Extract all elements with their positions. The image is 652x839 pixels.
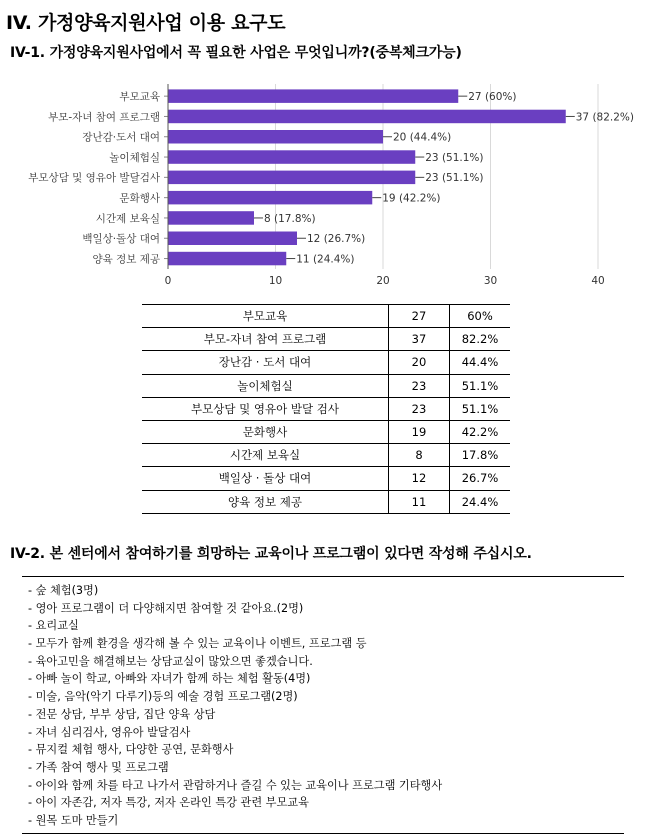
table-cell-count: 37: [389, 328, 450, 351]
bar-chart: [0, 0, 652, 300]
bar: [168, 252, 286, 265]
table-cell-label: 백일상 · 돌상 대여: [142, 467, 389, 490]
table-row: [142, 397, 510, 420]
list-item: - 원목 도마 만들기: [28, 813, 119, 827]
table-cell-pct: 51.1%: [450, 397, 511, 420]
question-1-title: IV-1. 가정양육지원사업에서 꼭 필요한 사업은 무엇입니까?(중복체크가능): [10, 45, 462, 61]
list-item: - 영아 프로그램이 더 다양해지면 참여할 것 같아요.(2명): [28, 601, 304, 615]
list-item: - 아빠 놀이 학교, 아빠와 자녀가 함께 하는 체험 활동(4명): [28, 672, 311, 686]
category-label: 장난감·도서 대여: [82, 131, 160, 144]
table-cell-label: 장난감 · 도서 대여: [142, 351, 389, 374]
table-row: [142, 467, 510, 490]
list-item: - 가족 참여 행사 및 프로그램: [28, 760, 169, 774]
x-tick-label: 30: [483, 275, 498, 287]
table-cell-count: 19: [389, 420, 450, 443]
table-cell-count: 12: [389, 467, 450, 490]
list-item: - 숲 체험(3명): [28, 584, 99, 597]
bar: [168, 171, 415, 185]
bar: [168, 232, 297, 246]
list-item: - 뮤지컬 체험 행사, 다양한 공연, 문화행사: [28, 743, 234, 757]
response-list: [22, 576, 624, 834]
list-item: - 자녀 심리검사, 영유아 발달검사: [28, 725, 191, 739]
data-label: 19 (42.2%): [382, 192, 441, 205]
x-tick-label: 10: [268, 275, 283, 287]
list-item: - 전문 상담, 부부 상담, 집단 양육 상담: [28, 707, 216, 721]
data-label: 27 (60%): [468, 90, 517, 103]
bar: [168, 110, 566, 124]
bar: [168, 211, 254, 225]
data-label: 11 (24.4%): [296, 253, 355, 266]
table-cell-pct: 51.1%: [450, 374, 511, 397]
category-label: 부모상담 및 영유아 발달검사: [28, 172, 160, 185]
table-cell-label: 문화행사: [142, 420, 389, 443]
category-label: 시간제 보육실: [95, 212, 160, 225]
category-label: 부모교육: [119, 90, 160, 103]
category-label: 문화행사: [119, 192, 160, 205]
category-label: 양육 정보 제공: [92, 253, 160, 266]
data-label: 23 (51.1%): [425, 151, 484, 164]
question-2-title: IV-2. 본 센터에서 참여하기를 희망하는 교육이나 프로그램이 있다면 작성해 주십시오.: [10, 546, 532, 562]
results-table: [142, 304, 510, 514]
list-item: - 아이 자존감, 저자 특강, 저자 온라인 특강 관련 부모교육: [28, 796, 309, 810]
data-label: 8 (17.8%): [264, 212, 316, 225]
data-label: 37 (82.2%): [575, 111, 634, 124]
table-cell-pct: 44.4%: [450, 351, 511, 374]
table-cell-count: 27: [389, 305, 450, 328]
table-cell-label: 시간제 보육실: [142, 444, 389, 467]
table-row: [142, 305, 510, 328]
category-label: 백일상·돌상 대여: [82, 233, 160, 246]
x-tick-label: 0: [164, 275, 172, 287]
table-cell-count: 23: [389, 374, 450, 397]
table-cell-pct: 82.2%: [450, 328, 511, 351]
bar: [168, 130, 383, 144]
table-cell-count: 23: [389, 397, 450, 420]
table-cell-count: 20: [389, 351, 450, 374]
table-row: [142, 374, 510, 397]
data-label: 20 (44.4%): [393, 131, 452, 144]
table-cell-label: 양육 정보 제공: [142, 490, 389, 513]
table-cell-pct: 26.7%: [450, 467, 511, 490]
bar: [168, 89, 458, 103]
data-label: 12 (26.7%): [307, 233, 366, 246]
list-item: - 아이와 함께 차를 타고 나가서 관람하거나 즐길 수 있는 교육이나 프로그램 기타행사: [28, 778, 443, 792]
x-tick-label: 20: [376, 275, 390, 287]
table-cell-pct: 42.2%: [450, 420, 511, 443]
table-cell-label: 부모상담 및 영유아 발달 검사: [142, 397, 389, 420]
table-cell-label: 놀이체험실: [142, 374, 389, 397]
bar: [168, 191, 372, 205]
table-row: [142, 490, 510, 513]
x-tick-label: 40: [591, 275, 605, 287]
table-cell-count: 8: [389, 444, 450, 467]
section-title: IV. 가정양육지원사업 이용 요구도: [6, 12, 286, 34]
table-cell-count: 11: [389, 490, 450, 513]
table-row: [142, 328, 510, 351]
data-label: 23 (51.1%): [425, 172, 484, 185]
table-cell-pct: 24.4%: [450, 490, 511, 513]
table-cell-label: 부모-자녀 참여 프로그램: [142, 328, 389, 351]
table-cell-pct: 60%: [450, 305, 511, 328]
table-cell-label: 부모교육: [142, 305, 389, 328]
list-item: - 모두가 함께 환경을 생각해 볼 수 있는 교육이나 이벤트, 프로그램 등: [28, 637, 367, 651]
table-row: [142, 444, 510, 467]
list-item: - 요리교실: [28, 619, 79, 633]
table-row: [142, 420, 510, 443]
table-cell-pct: 17.8%: [450, 444, 511, 467]
table-row: [142, 351, 510, 374]
category-label: 놀이체험실: [109, 151, 160, 164]
bar: [168, 150, 415, 164]
category-label: 부모-자녀 참여 프로그램: [48, 111, 160, 124]
list-item: - 미술, 음악(악기 다루기)등의 예술 경험 프로그램(2명): [28, 690, 298, 704]
list-item: - 육아고민을 해결해보는 상담교실이 많았으면 좋겠습니다.: [28, 654, 313, 668]
